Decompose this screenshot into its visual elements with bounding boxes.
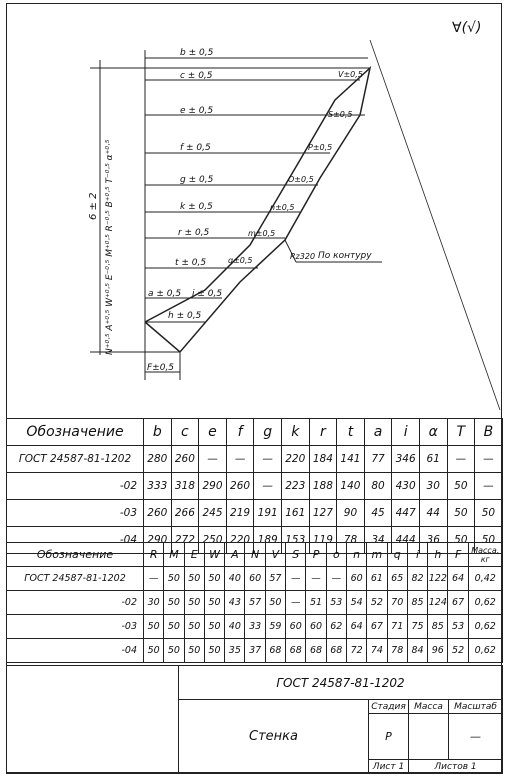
table-cell: 223 — [281, 473, 309, 500]
table-cell: 122 — [428, 567, 448, 591]
table2-header-mass: Масса, кг — [468, 543, 502, 567]
table-cell: 50 — [447, 473, 475, 500]
table2-header: A — [225, 543, 245, 567]
table-cell: 51 — [306, 591, 326, 615]
table1-header: g — [254, 419, 282, 446]
table2-header: m — [367, 543, 387, 567]
table-cell: 50 — [447, 500, 475, 527]
table-cell: 57 — [265, 567, 285, 591]
contour-note: По контуру — [318, 251, 372, 261]
table-cell: — — [286, 567, 306, 591]
part-name: Стенка — [179, 700, 369, 774]
table-cell: 220 — [281, 446, 309, 473]
dim-e: e ± 0,5 — [180, 106, 214, 116]
table-cell: 50 — [164, 591, 184, 615]
table-cell: 0,62 — [468, 615, 502, 639]
table-cell: 62 — [326, 615, 346, 639]
table2-header: S — [286, 543, 306, 567]
table-cell: 90 — [337, 500, 365, 527]
table-cell: 50 — [144, 639, 164, 663]
table-cell: 61 — [419, 446, 447, 473]
table-cell: 33 — [245, 615, 265, 639]
table2-body — [7, 567, 503, 663]
table-cell: 72 — [346, 639, 366, 663]
table-cell: 50 — [144, 615, 164, 639]
table-cell: 54 — [346, 591, 366, 615]
table-cell: 50 — [204, 615, 224, 639]
table-cell: 50 — [204, 639, 224, 663]
table-cell: 250 — [199, 527, 227, 554]
table-cell: 189 — [254, 527, 282, 554]
table-cell: 0,62 — [468, 591, 502, 615]
table-cell: 52 — [367, 591, 387, 615]
table-cell: 153 — [281, 527, 309, 554]
row-designation: -02 — [7, 591, 144, 615]
dim-F: F±0,5 — [147, 363, 175, 373]
table-cell: — — [326, 567, 346, 591]
table-cell: 50 — [475, 527, 503, 554]
table-cell: 60 — [245, 567, 265, 591]
dim-V: V±0,5 — [338, 70, 363, 79]
table-cell: 50 — [204, 567, 224, 591]
table-cell: 280 — [144, 446, 172, 473]
dim-t: t ± 0,5 — [175, 258, 207, 268]
table-cell: 53 — [448, 615, 468, 639]
table-cell: 50 — [164, 639, 184, 663]
table-cell: 85 — [407, 591, 427, 615]
mass-label: Масса — [409, 700, 449, 714]
table-cell: 184 — [309, 446, 337, 473]
table-cell: 70 — [387, 591, 407, 615]
table-cell: 260 — [171, 446, 199, 473]
table-cell: — — [286, 591, 306, 615]
table-cell: 78 — [387, 639, 407, 663]
table-cell: 124 — [428, 591, 448, 615]
table-cell: 37 — [245, 639, 265, 663]
table-cell: 50 — [265, 591, 285, 615]
dim-a: a ± 0,5 — [148, 289, 182, 299]
table-cell: 260 — [144, 500, 172, 527]
dimensions-table-1 — [6, 418, 503, 554]
dim-g: g ± 0,5 — [180, 175, 214, 185]
table2-header: o — [326, 543, 346, 567]
table1-header: B — [475, 419, 503, 446]
table-cell: — — [254, 473, 282, 500]
table1-header: T — [447, 419, 475, 446]
title-block-empty — [7, 666, 179, 774]
table-cell: — — [475, 473, 503, 500]
table2-header: W — [204, 543, 224, 567]
table-cell: 84 — [407, 639, 427, 663]
dimensions-table-2 — [6, 542, 503, 663]
table-cell: 75 — [407, 615, 427, 639]
scale-value: — — [449, 714, 503, 760]
table-cell: 333 — [144, 473, 172, 500]
vertical-dim-labels: N⁺⁰·⁵ A⁺⁰·⁵ W⁺⁰·⁵ E⁻⁰·⁵ M⁺⁰·⁵ R⁻⁰·⁵ B⁺⁰·⁵ T⁻⁰·⁵ α⁺⁰·⁵ — [105, 139, 115, 355]
roughness-mark: ∀(√) — [452, 20, 482, 36]
dim-k: k ± 0,5 — [180, 202, 213, 212]
table-cell: 36 — [419, 527, 447, 554]
table-cell: — — [254, 446, 282, 473]
table-cell: 50 — [184, 567, 204, 591]
table-cell: 30 — [144, 591, 164, 615]
table-cell: 64 — [448, 567, 468, 591]
table-cell: 30 — [419, 473, 447, 500]
table2-header: V — [265, 543, 285, 567]
table-cell: 67 — [448, 591, 468, 615]
table2-header: N — [245, 543, 265, 567]
table-cell: 59 — [265, 615, 285, 639]
row-designation: -03 — [7, 615, 144, 639]
dim-height: 6 ± 2 — [88, 192, 99, 220]
table-cell: 50 — [164, 567, 184, 591]
table-cell: 50 — [164, 615, 184, 639]
table-cell: 290 — [199, 473, 227, 500]
table-cell: 82 — [407, 567, 427, 591]
doc-number: ГОСТ 24587-81-1202 — [179, 666, 503, 700]
table-cell: 161 — [281, 500, 309, 527]
table-cell: 141 — [337, 446, 365, 473]
table-cell: 266 — [171, 500, 199, 527]
table-cell: 220 — [226, 527, 254, 554]
table-cell: 44 — [419, 500, 447, 527]
dim-m: m±0,5 — [248, 229, 276, 238]
dim-c: c ± 0,5 — [180, 71, 213, 81]
table-cell: 50 — [447, 527, 475, 554]
table-cell: 43 — [225, 591, 245, 615]
table1-header: f — [226, 419, 254, 446]
table-cell: 80 — [364, 473, 392, 500]
table2-header-row — [7, 543, 503, 567]
table-cell: 60 — [306, 615, 326, 639]
table-cell: — — [447, 446, 475, 473]
table-cell: 45 — [364, 500, 392, 527]
table-cell: 50 — [204, 591, 224, 615]
table1-header: a — [364, 419, 392, 446]
table1-header: Обозначение — [7, 419, 144, 446]
table-cell: 140 — [337, 473, 365, 500]
dim-P: P±0,5 — [308, 143, 333, 152]
table-cell: 34 — [364, 527, 392, 554]
table-cell: 68 — [265, 639, 285, 663]
roughness-rz: Rz320 — [290, 252, 316, 261]
table-cell: 60 — [286, 615, 306, 639]
dim-O: O±0,5 — [288, 175, 314, 184]
table-row — [7, 615, 503, 639]
table-cell: 71 — [387, 615, 407, 639]
table1-header: α — [419, 419, 447, 446]
title-block — [6, 665, 503, 774]
table-cell: 50 — [475, 500, 503, 527]
table2-header: R — [144, 543, 164, 567]
table-cell: — — [199, 446, 227, 473]
table-cell: 61 — [367, 567, 387, 591]
table2-header: F — [448, 543, 468, 567]
table1-header: c — [171, 419, 199, 446]
table-cell: 219 — [226, 500, 254, 527]
table1-header: i — [392, 419, 420, 446]
table-cell: 67 — [367, 615, 387, 639]
dim-n: n±0,5 — [270, 203, 295, 212]
table-cell: — — [306, 567, 326, 591]
table-cell: 0,62 — [468, 639, 502, 663]
table-cell: 346 — [392, 446, 420, 473]
table2-header: M — [164, 543, 184, 567]
row-designation: ГОСТ 24587-81-1202 — [7, 567, 144, 591]
table-row — [7, 591, 503, 615]
table1-header: k — [281, 419, 309, 446]
table1-header: b — [144, 419, 172, 446]
table-cell: 68 — [286, 639, 306, 663]
table-row — [7, 500, 503, 527]
table2-header: Обозначение — [7, 543, 144, 567]
table1-header: r — [309, 419, 337, 446]
table-cell: 191 — [254, 500, 282, 527]
dim-b: b ± 0,5 — [180, 48, 214, 58]
table-cell: 40 — [225, 615, 245, 639]
table-cell: 52 — [448, 639, 468, 663]
table-cell: 50 — [184, 639, 204, 663]
table-cell: 68 — [306, 639, 326, 663]
dim-h: h ± 0,5 — [168, 311, 202, 321]
table-cell: — — [226, 446, 254, 473]
table-cell: 68 — [326, 639, 346, 663]
table-cell: 35 — [225, 639, 245, 663]
dim-i: i ± 0,5 — [192, 289, 223, 299]
row-designation: ГОСТ 24587-81-1202 — [7, 446, 144, 473]
table-cell: 127 — [309, 500, 337, 527]
mass-value — [409, 714, 449, 760]
table1-header: t — [337, 419, 365, 446]
table-cell: 60 — [346, 567, 366, 591]
table-cell: 444 — [392, 527, 420, 554]
table-cell: 57 — [245, 591, 265, 615]
table-cell: 245 — [199, 500, 227, 527]
dim-S: S±0,5 — [328, 110, 353, 119]
table-cell: 447 — [392, 500, 420, 527]
table2-header: P — [306, 543, 326, 567]
table-row — [7, 446, 503, 473]
row-designation: -02 — [7, 473, 144, 500]
table-cell: 290 — [144, 527, 172, 554]
table2-header: h — [428, 543, 448, 567]
table-cell: 53 — [326, 591, 346, 615]
table-cell: 78 — [337, 527, 365, 554]
table-cell: 77 — [364, 446, 392, 473]
table2-header: E — [184, 543, 204, 567]
table-cell: 65 — [387, 567, 407, 591]
stage-value: Р — [369, 714, 409, 760]
dim-r: r ± 0,5 — [178, 228, 210, 238]
table-row — [7, 473, 503, 500]
table-cell: 50 — [184, 591, 204, 615]
row-designation: -04 — [7, 639, 144, 663]
table-cell: 0,42 — [468, 567, 502, 591]
table2-header: q — [387, 543, 407, 567]
table-cell: 188 — [309, 473, 337, 500]
table1-header-row — [7, 419, 503, 446]
table2-header: n — [346, 543, 366, 567]
table-cell: 96 — [428, 639, 448, 663]
dim-f: f ± 0,5 — [180, 143, 211, 153]
table-cell: 318 — [171, 473, 199, 500]
table-cell: 85 — [428, 615, 448, 639]
row-designation: -04 — [7, 527, 144, 554]
row-designation: -03 — [7, 500, 144, 527]
table-cell: 64 — [346, 615, 366, 639]
table-row — [7, 567, 503, 591]
sheet-number: Лист 1 — [369, 760, 409, 774]
table-cell: 50 — [184, 615, 204, 639]
table-cell: 272 — [171, 527, 199, 554]
sheets-total: Листов 1 — [409, 760, 503, 774]
stage-label: Стадия — [369, 700, 409, 714]
table1-body — [7, 446, 503, 554]
table-cell: — — [475, 446, 503, 473]
table-cell: 119 — [309, 527, 337, 554]
table-cell: — — [144, 567, 164, 591]
scale-label: Масштаб — [449, 700, 503, 714]
table1-header: e — [199, 419, 227, 446]
table-cell: 40 — [225, 567, 245, 591]
dim-q: q±0,5 — [228, 256, 253, 265]
table-cell: 430 — [392, 473, 420, 500]
table-row — [7, 639, 503, 663]
table2-header: i — [407, 543, 427, 567]
table-cell: 260 — [226, 473, 254, 500]
table-cell: 74 — [367, 639, 387, 663]
